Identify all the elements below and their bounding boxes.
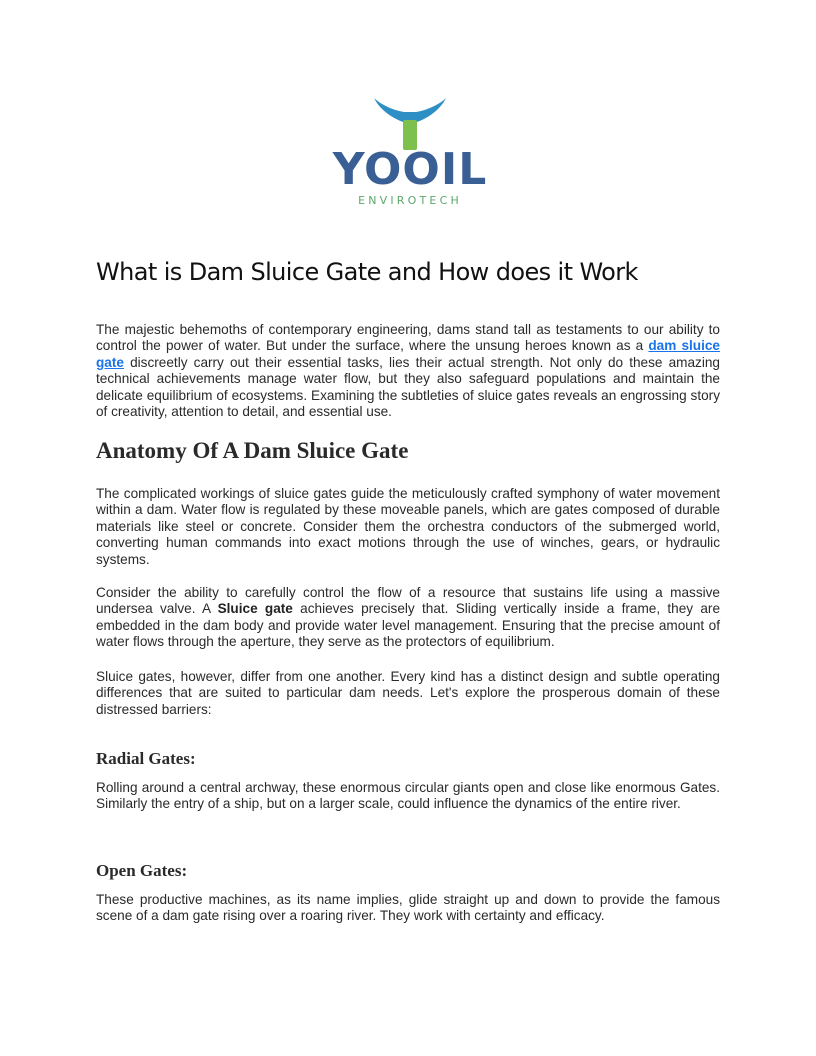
- logo-subtitle: ENVIROTECH: [358, 194, 462, 207]
- open-gates-heading: Open Gates:: [96, 861, 188, 880]
- sluice-gate-term: Sluice gate: [217, 601, 293, 617]
- intro-paragraph: [96, 322, 720, 420]
- anatomy-p2-end: achieves precisely that. Sliding vertically inside a frame, they are embedded in the dam body and provide water level management. Ensuring that the precise amount of water flows through the aperture, they serve as the protectors of equilibrium.: [96, 601, 720, 650]
- page-title: What is Dam Sluice Gate and How does it Work: [96, 258, 638, 286]
- company-logo: [330, 92, 490, 216]
- anatomy-paragraph-3: Sluice gates, however, differ from one another. Every kind has a distinct design and subtle operating differences that are suited to particular dam needs. Let's explore the prosperous domain of these distressed barriers:: [96, 669, 720, 717]
- intro-text-end: discreetly carry out their essential tasks, lies their actual strength. Not only do these amazing technical achievements manage water flow, but they also safeguard populations and maintain the delicate equilibrium of ecosystems. Examining the subtleties of sluice gates reveals an engrossing story of creativity, attention to detail, and essential use.: [96, 354, 720, 420]
- dam-sluice-gate-link[interactable]: dam sluice gate: [96, 338, 720, 370]
- anatomy-p2-start: Consider the ability to carefully control the flow of a resource that sustains life using a massive undersea valve. A: [96, 585, 720, 617]
- open-gates-paragraph: These productive machines, as its name implies, glide straight up and down to provide the famous scene of a dam gate rising over a roaring river. They work with certainty and efficacy.: [96, 892, 720, 924]
- anatomy-heading: Anatomy Of A Dam Sluice Gate: [96, 438, 409, 463]
- radial-gates-heading: Radial Gates:: [96, 749, 196, 768]
- logo-wordmark: YOOIL: [332, 144, 488, 195]
- anatomy-paragraph-2: [96, 585, 720, 651]
- anatomy-paragraph-1: The complicated workings of sluice gates guide the meticulously crafted symphony of water movement within a dam. Water flow is regulated by these moveable panels, which are gates composed of durable materials like steel or concrete. Consider them the orchestra conductors of the submerged world, converting human commands into exact motions through the use of winches, gears, or hydraulic systems.: [96, 486, 720, 567]
- intro-text-start: The majestic behemoths of contemporary engineering, dams stand tall as testaments to our ability to control the power of water. But under the surface, where the unsung heroes known as a: [96, 322, 720, 354]
- radial-gates-paragraph: Rolling around a central archway, these enormous circular giants open and close like enormous Gates. Similarly the entry of a ship, but on a larger scale, could influence the dynamics of the entire river.: [96, 780, 720, 812]
